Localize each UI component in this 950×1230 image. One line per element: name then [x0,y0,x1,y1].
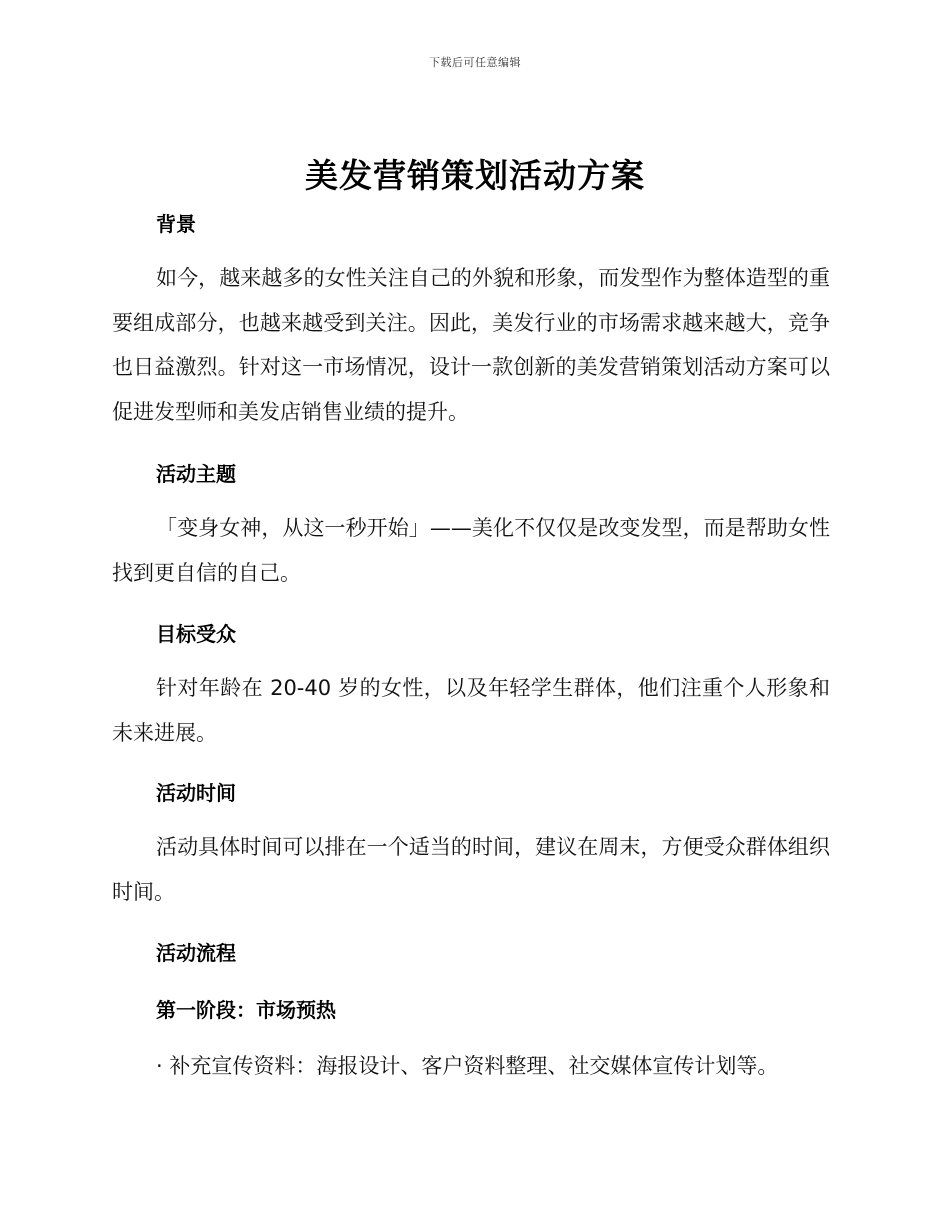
stage-heading-market-warmup: 第一阶段：市场预热 [156,998,336,1022]
bullet-item-promo-materials: · 补充宣传资料：海报设计、客户资料整理、社交媒体宣传计划等。 [156,1054,779,1078]
section-heading-theme: 活动主题 [156,462,236,486]
paragraph-background: 如今，越来越多的女性关注自己的外貌和形象，而发型作为整体造型的重要组成部分，也越来越受到关注。因此，美发行业的市场需求越来越大，竞争也日益激烈。针对这一市场情况，设计一款创新的美发营销策划活动方案可以促进发型师和美发店销售业绩的提升。 [112,266,830,425]
paragraph-audience: 针对年龄在 20-40 岁的女性，以及年轻学生群体，他们注重个人形象和未来进展。 [112,676,830,745]
header-note: 下载后可任意编辑 [429,56,521,69]
paragraph-theme: 「变身女神，从这一秒开始」——美化不仅仅是改变发型，而是帮助女性找到更自信的自己。 [112,516,830,585]
section-heading-audience: 目标受众 [156,622,236,646]
document-title: 美发营销策划活动方案 [305,156,645,195]
section-heading-process: 活动流程 [156,941,236,965]
section-heading-time: 活动时间 [156,781,236,805]
paragraph-time: 活动具体时间可以排在一个适当的时间，建议在周末，方便受众群体组织时间。 [112,835,830,904]
section-heading-background: 背景 [156,212,196,236]
